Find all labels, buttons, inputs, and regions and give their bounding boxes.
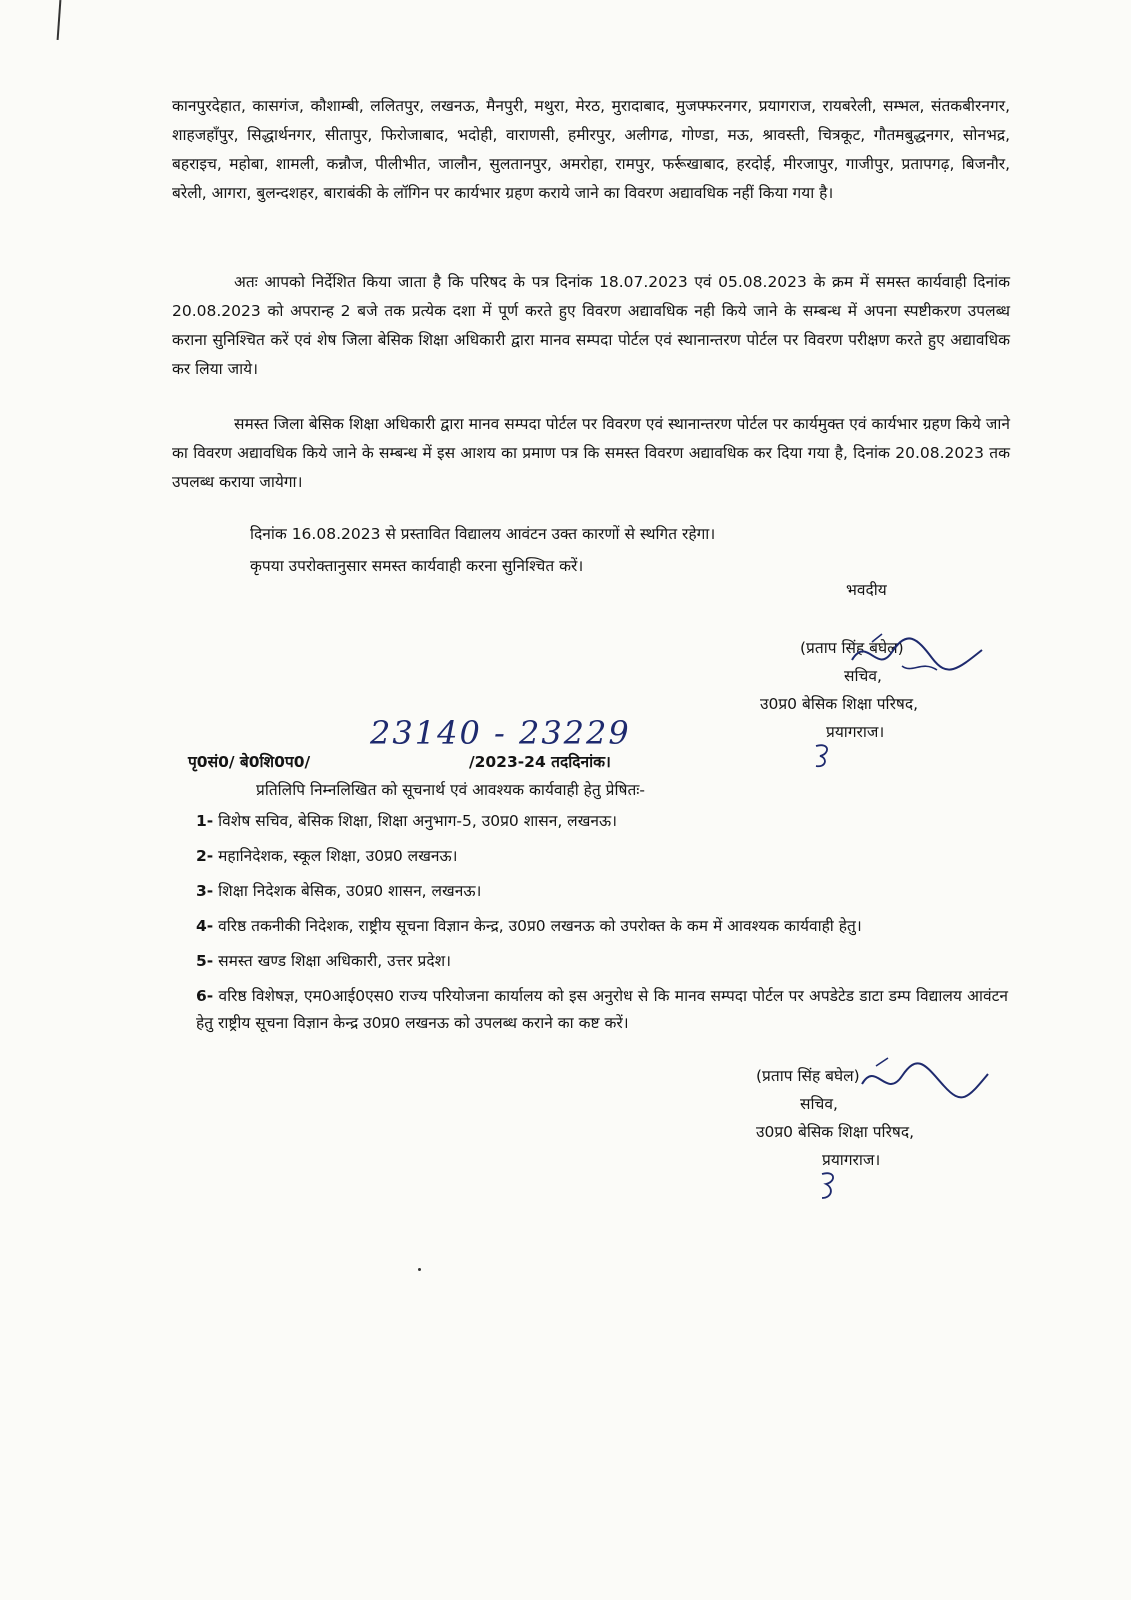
certificate-paragraph: समस्त जिला बेसिक शिक्षा अधिकारी द्वारा मानव सम्पदा पोर्टल पर विवरण एवं स्थानान्तरण पोर्टल पर कार्यमुक्त एवं कार्यभार ग्रहण किये जाने का विवरण अद्यावधिक किये जाने के सम्बन्ध में इस आशय का प्रमाण पत्र कि समस्त विवरण अद्यावधिक कर दिया गया है, दिनांक 20.08.2023 तक उपलब्ध कराया जायेगा। <box>172 415 1010 491</box>
list-item: 6- वरिष्ठ विशेषज्ञ, एम0आई0एस0 राज्य परियोजना कार्यालय को इस अनुरोध से कि मानव सम्पदा पोर्टल पर अपडेटेड डाटा डम्प विद्यालय आवंटन हेतु राष्ट्रीय सूचना विज्ञान केन्द्र उ0प्र0 लखनऊ को उपलब्ध कराने का कष्ट करें। <box>196 987 1008 1032</box>
signature-scribble-1 <box>842 630 992 680</box>
closing-salutation: भवदीय <box>846 581 887 599</box>
list-item: 4- वरिष्ठ तकनीकी निदेशक, राष्ट्रीय सूचना विज्ञान केन्द्र, उ0प्र0 लखनऊ को उपरोक्त के कम में आवश्यक कार्यवाही हेतु। <box>196 917 862 935</box>
signatory-organisation: उ0प्र0 बेसिक शिक्षा परिषद, <box>756 1123 915 1141</box>
stray-dot <box>418 1268 421 1271</box>
signature-scribble-2 <box>856 1056 996 1106</box>
scan-edge-mark <box>57 0 62 40</box>
list-item: 1- विशेष सचिव, बेसिक शिक्षा, शिक्षा अनुभाग-5, उ0प्र0 शासन, लखनऊ। <box>196 812 618 830</box>
postponement-line: दिनांक 16.08.2023 से प्रस्तावित विद्यालय आवंटन उक्त कारणों से स्थगित रहेगा। <box>250 525 716 543</box>
list-item: 2- महानिदेशक, स्कूल शिक्षा, उ0प्र0 लखनऊ। <box>196 847 458 865</box>
district-list-paragraph: कानपुरदेहात, कासगंज, कौशाम्बी, ललितपुर, लखनऊ, मैनपुरी, मथुरा, मेरठ, मुरादाबाद, मुजफ्फरनगर, प्रयागराज, रायबरेली, सम्भल, संतकबीरनगर, शाहजहाँपुर, सिद्धार्थनगर, सीतापुर, फिरोजाबाद, भदोही, वाराणसी, हमीरपुर, अलीगढ, गोण्डा, मऊ, श्रावस्ती, चित्रकूट, गौतमबुद्धनगर, सोनभद्र, बहराइच, महोबा, शामली, कन्नौज, पीलीभीत, जालौन, सुलतानपुर, अमरोहा, रामपुर, फर्रूखाबाद, हरदोई, मीरजापुर, गाजीपुर, प्रतापगढ़, बिजनौर, बरेली, आगरा, बुलन्दशहर, बाराबंकी के लॉगिन पर कार्यभार ग्रहण कराये जाने का विवरण अद्यावधिक नहीं किया गया है। <box>172 97 1010 202</box>
reference-label: पृ0सं0/ बे0शि0प0/ <box>188 753 311 771</box>
handwritten-reference-number: 23140 - 23229 <box>370 714 631 752</box>
reference-line <box>188 750 611 772</box>
initial-scribble-2 <box>818 1168 840 1202</box>
signatory-city: प्रयागराज। <box>826 723 885 741</box>
directive-paragraph: अतः आपको निर्देशित किया जाता है कि परिषद के पत्र दिनांक 18.07.2023 एवं 05.08.2023 के क्रम में समस्त कार्यवाही दिनांक 20.08.2023 को अपरान्ह 2 बजे तक प्रत्येक दशा में पूर्ण करते हुए विवरण अद्यावधिक नही किये जाने के सम्बन्ध में अपना स्पष्टीकरण उपलब्ध कराना सुनिश्चित करें एवं शेष जिला बेसिक शिक्षा अधिकारी द्वारा मानव सम्पदा पोर्टल एवं स्थानान्तरण पोर्टल पर विवरण परीक्षण करते हुए अद्यावधिक कर लिया जाये। <box>172 273 1010 378</box>
signatory-organisation: उ0प्र0 बेसिक शिक्षा परिषद, <box>760 695 919 713</box>
copy-to-list <box>196 808 1008 1045</box>
request-line: कृपया उपरोक्तानुसार समस्त कार्यवाही करना सुनिश्चित करें। <box>250 557 584 575</box>
signatory-name: (प्रताप सिंह बघेल) <box>756 1067 860 1085</box>
list-item: 5- समस्त खण्ड शिक्षा अधिकारी, उत्तर प्रदेश। <box>196 952 452 970</box>
signatory-designation: सचिव, <box>844 667 882 685</box>
signatory-designation: सचिव, <box>800 1095 838 1113</box>
signatory-name: (प्रताप सिंह बघेल) <box>800 639 904 657</box>
list-item: 3- शिक्षा निदेशक बेसिक, उ0प्र0 शासन, लखनऊ। <box>196 882 482 900</box>
initial-scribble-1 <box>812 740 836 770</box>
reference-suffix: /2023-24 तददिनांक। <box>468 753 611 771</box>
copy-to-title: प्रतिलिपि निम्नलिखित को सूचनार्थ एवं आवश्यक कार्यवाही हेतु प्रेषितः- <box>256 781 646 799</box>
signatory-city: प्रयागराज। <box>822 1151 881 1169</box>
